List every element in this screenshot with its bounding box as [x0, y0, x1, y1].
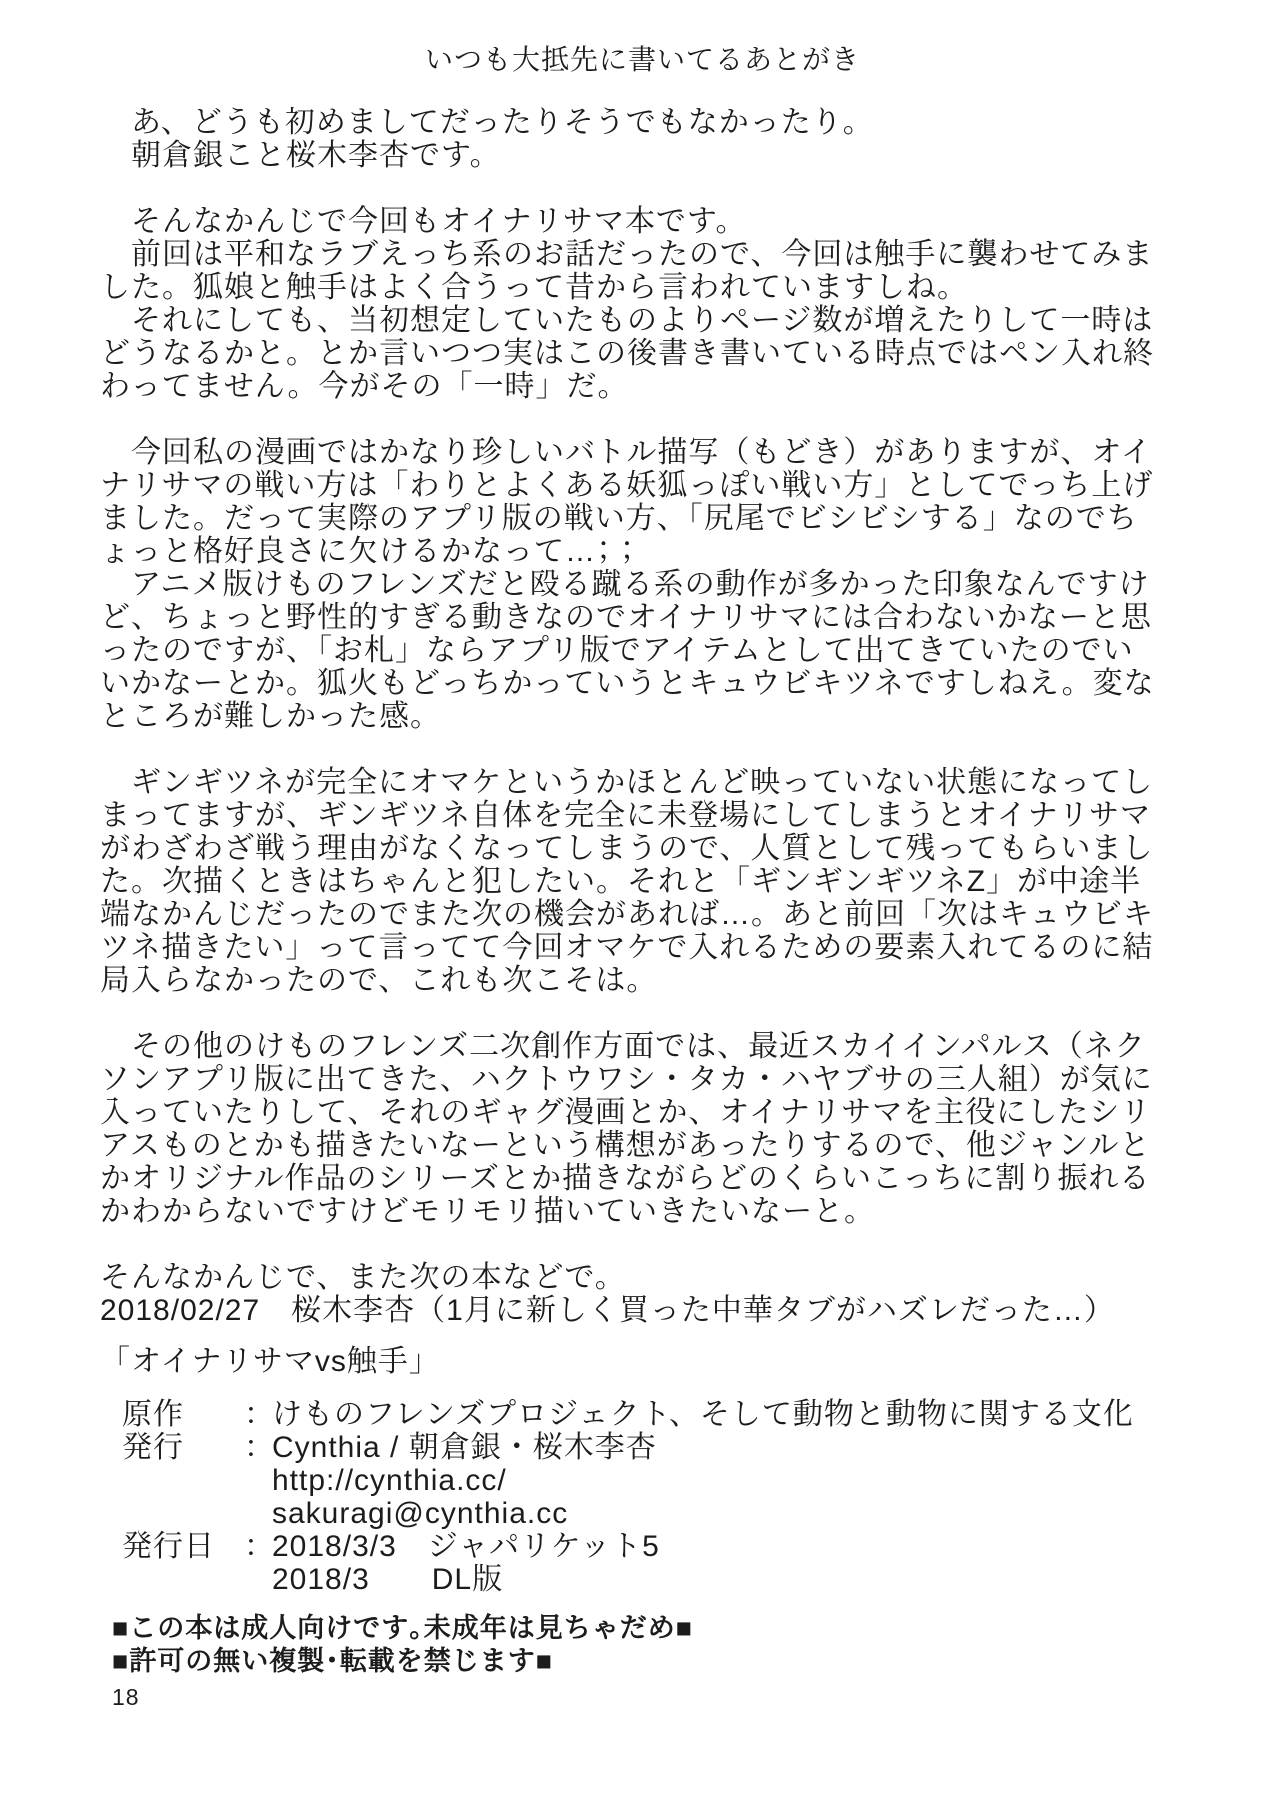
text-line: ギンギツネが完全にオマケというかほとんど映っていない状態になってし: [100, 766, 1154, 799]
colophon-label: [122, 1464, 244, 1497]
colophon-colon: [244, 1464, 272, 1497]
text-line: ソンアプリ版に出てきた、ハクトウワシ・タカ・ハヤブサの三人組）が気に: [100, 1063, 1153, 1096]
colophon-value: けものフレンズプロジェクト、そして動物と動物に関する文化: [272, 1398, 1134, 1431]
colophon-row: [122, 1530, 1185, 1563]
text-line: 2018/02/27 桜木李杏（1月に新しく買った中華タブがハズレだった…）: [100, 1294, 1115, 1327]
colophon: [122, 1398, 1185, 1596]
text-line: いかなーとか。狐火もどっちかっていうとキュウビキツネですしねえ。変な: [100, 667, 1155, 700]
text-line: アニメ版けものフレンズだと殴る蹴る系の動作が多かった印象なんですけ: [100, 568, 1150, 601]
colophon-label: 発行: [122, 1431, 184, 1464]
colophon-colon: ：: [244, 1530, 275, 1563]
text-line: がわざわざ戦う理由がなくなってしまうので、人質として残ってもらいまし: [100, 832, 1154, 865]
text-line: そんなかんじで、また次の本などで。: [100, 1261, 626, 1294]
text-line: ナリサマの戦い方は「わりとよくある妖狐っぽい戦い方」としてでっち上げ: [100, 469, 1154, 502]
colophon-row: [122, 1398, 1185, 1431]
colophon-colon: ：: [244, 1398, 275, 1431]
text-line: 朝倉銀こと桜木李杏です。: [100, 139, 501, 172]
page-title: いつも大抵先に書いてるあとがき: [424, 44, 860, 75]
text-line: かオリジナル作品のシリーズとか描きながらどのくらいこっちに割り振れる: [100, 1162, 1151, 1195]
text-line: わってません。今がその「一時」だ。: [100, 370, 629, 403]
text-line: ょっと格好良さに欠けるかなって…；；: [100, 535, 643, 568]
text-line: アスものとかも描きたいなーという構想があったりするので、他ジャンルと: [100, 1129, 1151, 1162]
colophon-label: 原作: [122, 1398, 184, 1431]
page-number: 18: [112, 1684, 140, 1710]
colophon-row: [122, 1431, 1185, 1464]
colophon-colon: [244, 1563, 272, 1596]
colophon-colon: [244, 1497, 272, 1530]
colophon-label: 発行日: [122, 1530, 215, 1563]
text-line: た。次描くときはちゃんと犯したい。それと「ギンギンギツネZ」が中途半: [100, 865, 1142, 898]
colophon-value: http://cynthia.cc/: [272, 1464, 507, 1497]
colophon-value: sakuragi@cynthia.cc: [272, 1497, 569, 1530]
colophon-value: 2018/3 DL版: [272, 1563, 504, 1596]
colophon-value: Cynthia / 朝倉銀・桜木李杏: [272, 1431, 657, 1464]
text-line: [100, 997, 1185, 1030]
colophon-colon: ：: [244, 1431, 275, 1464]
text-line: [100, 733, 1185, 766]
text-line: ったのですが、「お札」ならアプリ版でアイテムとして出てきていたのでい: [100, 634, 1134, 667]
notice-line: ■この本は成人向けです｡未成年は見ちゃだめ■: [112, 1613, 694, 1643]
colophon-row: [122, 1497, 1185, 1530]
text-line: ました。だって実際のアプリ版の戦い方、「尻尾でビシビシする」なのでち: [100, 502, 1138, 535]
colophon-label: [122, 1497, 244, 1530]
text-line: あ、どうも初めましてだったりそうでもなかったり。: [100, 106, 874, 139]
text-line: かわからないですけどモリモリ描いていきたいなーと。: [100, 1195, 875, 1228]
notice-line: ■許可の無い複製･転載を禁じます■: [112, 1646, 554, 1676]
text-line: ど、ちょっと野性的すぎる動きなのでオイナリサマには合わないかなーと思: [100, 601, 1152, 634]
text-line: 前回は平和なラブえっち系のお話だったので、今回は触手に襲わせてみま: [100, 238, 1154, 271]
text-line: どうなるかと。とか言いつつ実はこの後書き書いている時点ではペン入れ終: [100, 337, 1154, 370]
text-line: 局入らなかったので、これも次こそは。: [100, 964, 658, 997]
afterword-body: [100, 106, 1185, 1327]
text-line: 今回私の漫画ではかなり珍しいバトル描写（もどき）がありますが、オイ: [100, 436, 1152, 469]
text-line: まってますが、ギンギツネ自体を完全に未登場にしてしまうとオイナリサマ: [100, 799, 1151, 832]
text-line: 端なかんじだったのでまた次の機会があれば…。あと前回「次はキュウビキ: [100, 898, 1154, 931]
notices: [112, 1612, 1185, 1678]
text-line: した。狐娘と触手はよく合うって昔から言われていますしね。: [100, 271, 968, 304]
work-title: 「オイナリサマvs触手」: [100, 1345, 440, 1378]
text-line: [100, 403, 1185, 436]
colophon-value: 2018/3/3 ジャパリケット5: [272, 1530, 660, 1563]
colophon-row: [122, 1563, 1185, 1596]
text-line: ところが難しかった感。: [100, 700, 441, 733]
colophon-label: [122, 1563, 244, 1596]
text-line: 入っていたりして、それのギャグ漫画とか、オイナリサマを主役にしたシリ: [100, 1096, 1152, 1129]
text-line: そんなかんじで今回もオイナリサマ本です。: [100, 205, 747, 238]
text-line: その他のけものフレンズ二次創作方面では、最近スカイインパルス（ネク: [100, 1030, 1146, 1063]
text-line: [100, 172, 1185, 205]
text-line: [100, 1228, 1185, 1261]
text-line: それにしても、当初想定していたものよりページ数が増えたりして一時は: [100, 304, 1154, 337]
colophon-row: [122, 1464, 1185, 1497]
text-line: ツネ描きたい」って言ってて今回オマケで入れるための要素入れてるのに結: [100, 931, 1154, 964]
